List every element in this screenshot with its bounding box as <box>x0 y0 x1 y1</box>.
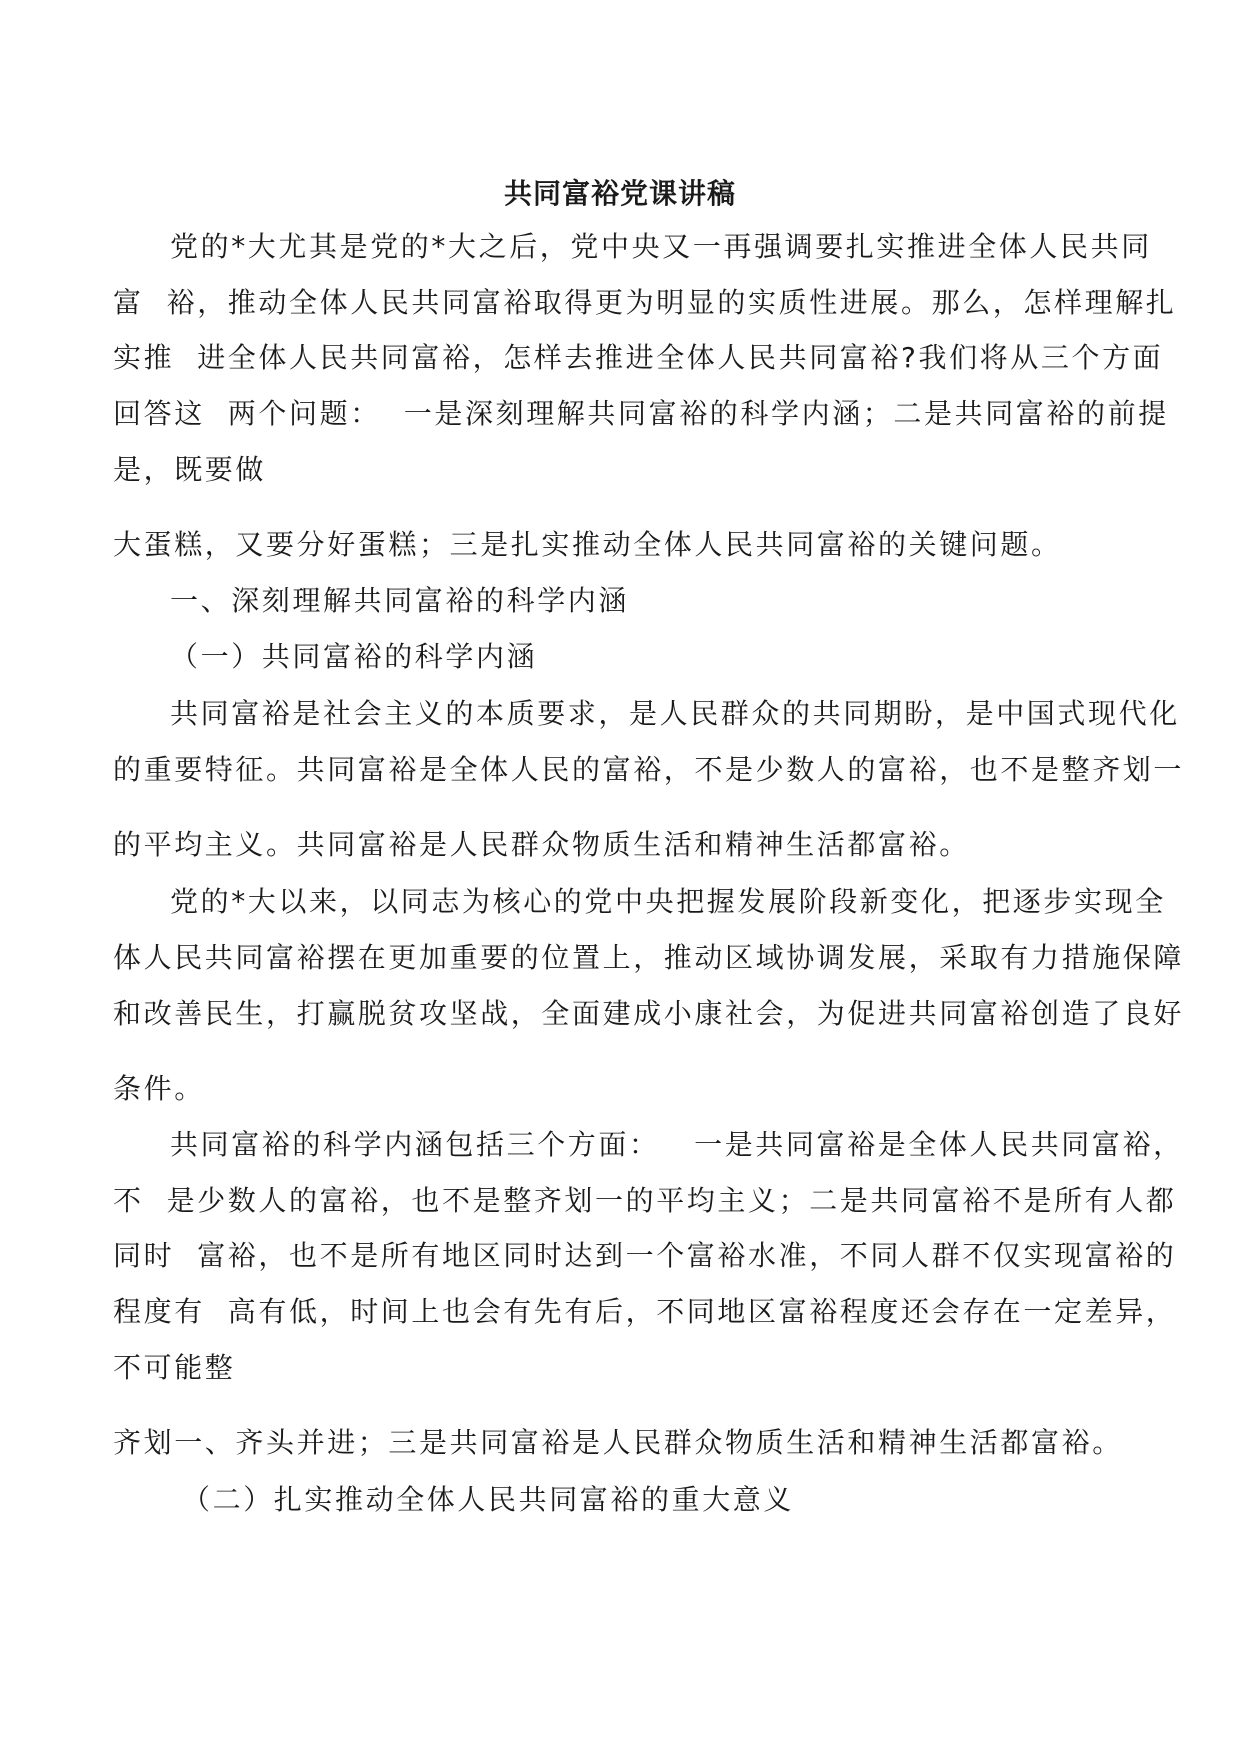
paragraph-line: 共同富裕的科学内涵包括三个方面： 一是共同富裕是全体人民共同富裕， <box>170 1128 1184 1161</box>
paragraph-line: 回答这 两个问题： 一是深刻理解共同富裕的科学内涵；二是共同富裕的前提 <box>113 397 1169 430</box>
paragraph-line: 齐划一、齐头并进；三是共同富裕是人民群众物质生活和精神生活都富裕。 <box>113 1426 1123 1459</box>
paragraph-line: 富 裕，推动全体人民共同富裕取得更为明显的实质性进展。那么，怎样理解扎 <box>113 286 1177 319</box>
paragraph-line: 不 是少数人的富裕，也不是整齐划一的平均主义；二是共同富裕不是所有人都 <box>113 1184 1177 1217</box>
paragraph-line: 实推 进全体人民共同富裕，怎样去推进全体人民共同富裕?我们将从三个方面 <box>113 341 1164 374</box>
document-title: 共同富裕党课讲稿 <box>503 177 736 210</box>
paragraph-line: 条件。 <box>113 1072 205 1105</box>
section-heading: 一、深刻理解共同富裕的科学内涵 <box>170 584 630 617</box>
paragraph-line: 和改善民生，打赢脱贫攻坚战，全面建成小康社会，为促进共同富裕创造了良好 <box>113 997 1185 1030</box>
paragraph-line: 共同富裕是社会主义的本质要求，是人民群众的共同期盼，是中国式现代化 <box>170 697 1180 730</box>
paragraph-line: 党的*大以来，以同志为核心的党中央把握发展阶段新变化，把逐步实现全 <box>170 885 1166 918</box>
subsection-heading: （一）共同富裕的科学内涵 <box>170 640 538 673</box>
paragraph-line: 的平均主义。共同富裕是人民群众物质生活和精神生活都富裕。 <box>113 828 970 861</box>
paragraph-line: 党的*大尤其是党的*大之后，党中央又一再强调要扎实推进全体人民共同 <box>170 230 1152 263</box>
paragraph-line: 程度有 高有低，时间上也会有先有后，不同地区富裕程度还会存在一定差异， <box>113 1295 1177 1328</box>
paragraph-line: 大蛋糕，又要分好蛋糕；三是扎实推动全体人民共同富裕的关键问题。 <box>113 528 1062 561</box>
paragraph-line: 是，既要做 <box>113 453 267 486</box>
paragraph-line: 体人民共同富裕摆在更加重要的位置上，推动区域协调发展，采取有力措施保障 <box>113 941 1185 974</box>
paragraph-line: 的重要特征。共同富裕是全体人民的富裕，不是少数人的富裕，也不是整齐划一 <box>113 753 1185 786</box>
subsection-heading: （二）扎实推动全体人民共同富裕的重大意义 <box>182 1483 795 1516</box>
paragraph-line: 同时 富裕，也不是所有地区同时达到一个富裕水准，不同人群不仅实现富裕的 <box>113 1239 1177 1272</box>
paragraph-line: 不可能整 <box>113 1351 236 1384</box>
